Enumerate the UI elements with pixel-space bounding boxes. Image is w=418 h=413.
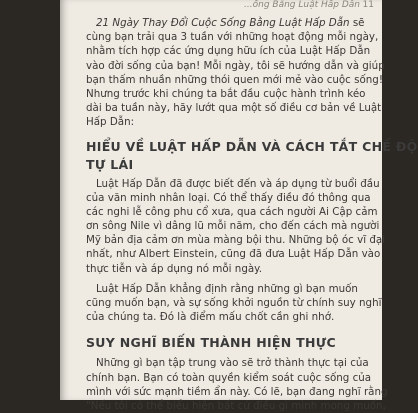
section-heading-line: TỰ LÁI bbox=[86, 156, 134, 172]
book-page bbox=[60, 0, 418, 412]
section-heading-line: HIỂU VỀ LUẬT HẤP DẪN VÀ CÁCH TẮT CHẾ ĐỘ bbox=[86, 138, 418, 154]
paragraph-line: cùng bạn trải qua 3 tuần với những hoạt động mỗi ngày, bbox=[86, 31, 379, 44]
paragraph-text: sẽ bbox=[349, 17, 365, 29]
paragraph-line: bạn thấm nhuần những thói quen mới mẻ vào cuộc sống! bbox=[86, 73, 383, 86]
paragraph-line: cũng muốn bạn, và sự sống khởi nguồn từ chính suy nghĩ bbox=[86, 297, 382, 309]
paragraph-line: mình với sức mạnh tiềm ẩn này. Có lẽ, bạn đang nghĩ rằng bbox=[86, 385, 388, 398]
paragraph-line: nhất, như Albert Einstein, cũng đã đưa Luật Hấp Dẫn vào bbox=[86, 248, 381, 261]
paragraph-line: Những gì bạn tập trung vào sẽ trở thành thực tại của bbox=[96, 357, 369, 370]
paragraph-line: nhằm tích hợp các ứng dụng hữu ích của Luật Hấp Dẫn bbox=[86, 45, 371, 58]
section-heading bbox=[86, 138, 418, 174]
paragraph-line: của chúng ta. Đó là điểm mấu chốt cần ghi nhớ. bbox=[86, 311, 335, 324]
book-title-italic: 21 Ngày Thay Đổi Cuộc Sống Bằng Luật Hấp Dẫn bbox=[96, 17, 350, 29]
paragraph-line: chính bạn. Bạn có toàn quyền kiểm soát cuộc sống của bbox=[86, 371, 372, 384]
paragraph-line: các nghi lễ công phu cổ xưa, qua cách người Ai Cập cảm bbox=[86, 205, 378, 218]
paragraph-line: dài ba tuần này, hãy lướt qua một số điều cơ bản về Luật bbox=[86, 102, 382, 115]
paragraph-line bbox=[86, 16, 365, 30]
section-heading: SUY NGHĨ BIẾN THÀNH HIỆN THỰC bbox=[86, 335, 336, 351]
paragraph-line: "Nếu tôi có thể biểu hiện bất cứ điều gì mình mong muốn, bbox=[86, 399, 386, 412]
paragraph-line: Luật Hấp Dẫn đã được biết đến và áp dụng từ buổi đầu bbox=[96, 177, 380, 190]
paragraph-line: Hấp Dẫn: bbox=[86, 116, 135, 129]
history-paragraph bbox=[86, 177, 386, 276]
running-header: ...ống Bằng Luật Hấp Dẫn bbox=[244, 0, 360, 10]
paragraph-line: Luật Hấp Dẫn khẳng định rằng những gì bạn muốn bbox=[96, 282, 358, 295]
page-number: 11 bbox=[362, 0, 374, 10]
page-content bbox=[86, 16, 418, 413]
intro-paragraph bbox=[86, 16, 385, 130]
paragraph-line: Mỹ bản địa cảm ơn mùa màng bội thu. Những bộ óc vĩ đại bbox=[86, 234, 386, 247]
paragraph-line: thực tiễn và áp dụng nó mỗi ngày. bbox=[86, 262, 263, 275]
paragraph-line: ơn sông Nile vì dâng lũ mỗi năm, cho đến cách mà người bbox=[86, 220, 380, 233]
thoughts-paragraph bbox=[86, 356, 388, 413]
paragraph-line: của văn minh nhân loại. Có thể thấy điều đó thông qua bbox=[86, 191, 371, 204]
paragraph-line: vào đời sống của bạn! Mỗi ngày, tôi sẽ hướng dẫn và giúp bbox=[86, 59, 385, 72]
paragraph-line: Nhưng trước khi chúng ta bắt đầu cuộc hành trình kéo bbox=[86, 87, 366, 100]
key-point-paragraph bbox=[86, 282, 382, 325]
